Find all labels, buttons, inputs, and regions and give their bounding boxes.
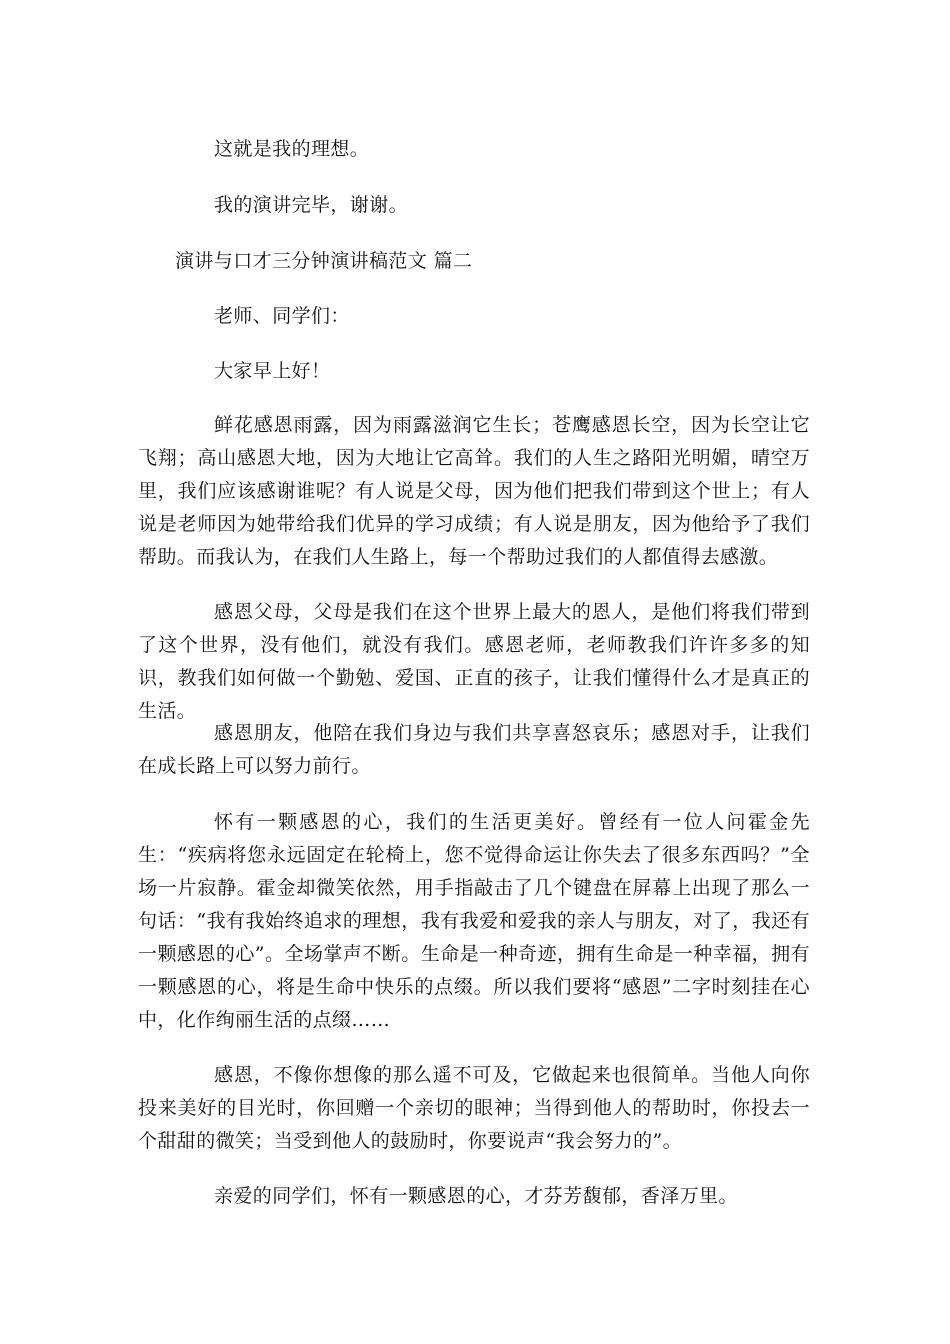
section-heading: 演讲与口才三分钟演讲稿范文 篇二 [175, 250, 473, 272]
paragraph-simple-gratitude: 感恩，不像你想像的那么遥不可及，它做起来也很简单。当他人向你投来美好的目光时，你回赠一个亲切的眼神；当得到他人的帮助时，你投去一个甜甜的微笑；当受到他人的鼓励时，你要说声“我会努力的”。 [138, 1064, 810, 1152]
paragraph-hawking: 怀有一颗感恩的心，我们的生活更美好。曾经有一位人问霍金先生：“疾病将您永远固定在轮椅上，您不觉得命运让你失去了很多东西吗？”全场一片寂静。霍金却微笑依然，用手指敲击了几个键盘在屏幕上出现了那么一句话：“我有我始终追求的理想，我有我爱和爱我的亲人与朋友，对了，我还有一颗感恩的心”。全场掌声不断。生命是一种奇迹，拥有生命是一种幸福，拥有一颗感恩的心，将是生命中快乐的点缀。所以我们要将“感恩”二字时刻挂在心中，化作绚丽生活的点缀…… [138, 811, 810, 1031]
paragraph-gratitude-friends: 感恩朋友，他陪在我们身边与我们共享喜怒哀乐；感恩对手，让我们在成长路上可以努力前行。 [138, 722, 810, 777]
paragraph-conclusion: 亲爱的同学们，怀有一颗感恩的心，才芬芳馥郁，香泽万里。 [214, 1185, 738, 1207]
greeting: 大家早上好！ [214, 360, 331, 382]
paragraph-gratitude-intro: 鲜花感恩雨露，因为雨露滋润它生长；苍鹰感恩长空，因为长空让它飞翔；高山感恩大地，因为大地让它高耸。我们的人生之路阳光明媚，晴空万里，我们应该感谢谁呢？有人说是父母，因为他们把我们带到这个世上；有人说是老师因为她带给我们优异的学习成绩；有人说是朋友，因为他给予了我们帮助。而我认为，在我们人生路上，每一个帮助过我们的人都值得去感激。 [138, 414, 810, 568]
salutation: 老师、同学们： [214, 305, 350, 327]
closing-line-ideal: 这就是我的理想。 [214, 138, 370, 160]
paragraph-gratitude-parents: 感恩父母，父母是我们在这个世界上最大的恩人，是他们将我们带到了这个世界，没有他们，就没有我们。感恩老师，老师教我们许许多多的知识，教我们如何做一个勤勉、爱国、正直的孩子，让我们懂得什么才是真正的生活。 [138, 601, 810, 722]
closing-line-thanks: 我的演讲完毕，谢谢。 [214, 194, 409, 216]
